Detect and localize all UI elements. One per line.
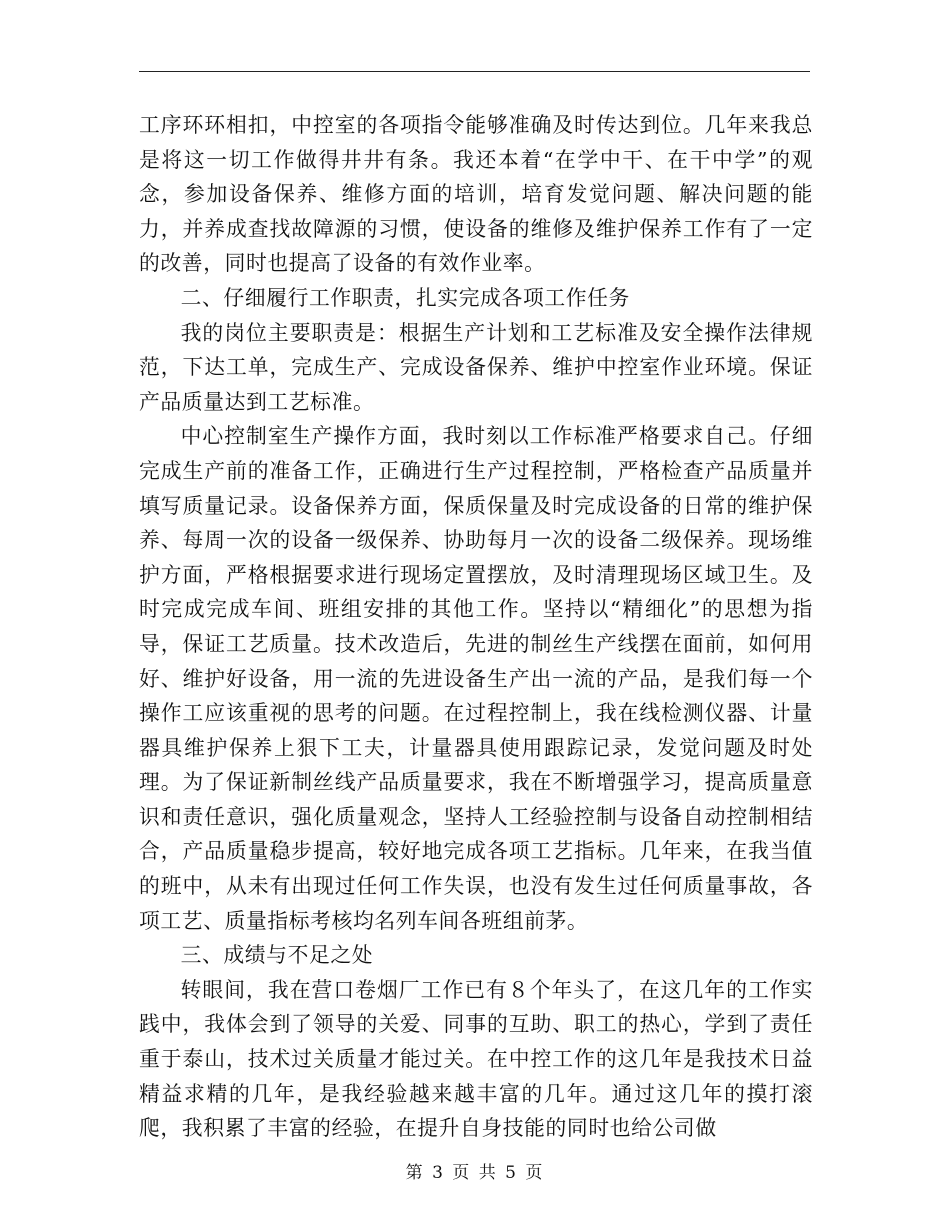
paragraph: 转眼间，我在营口卷烟厂工作已有８个年头了，在这几年的工作实践中，我体会到了领导的关爱、同事的互助、职工的热心，学到了责任重于泰山，技术过关质量才能过关。在中控工作的这几年是我技术日益精益求精的几年，是我经验越来越丰富的几年。通过这几年的摸打滚爬，我积累了丰富的经验，在提升自身技能的同时也给公司做 bbox=[139, 977, 813, 1141]
section-heading: 三、成绩与不足之处 bbox=[180, 943, 374, 968]
body-text bbox=[139, 108, 813, 1146]
paragraph-continuation: 工序环环相扣，中控室的各项指令能够准确及时传达到位。几年来我总是将这一切工作做得井井有条。我还本着“在学中干、在干中学”的观念，参加设备保养、维修方面的培训，培育发觉问题、解决问题的能力，并养成查找故障源的习惯，使设备的维修及维护保养工作有了一定的改善，同时也提高了设备的有效作业率。 bbox=[139, 113, 813, 276]
paragraph: 我的岗位主要职责是：根据生产计划和工艺标准及安全操作法律规范，下达工单，完成生产、完成设备保养、维护中控室作业环境。保证产品质量达到工艺标准。 bbox=[139, 320, 813, 414]
page-footer: 第 3 页 共 5 页 bbox=[405, 1163, 545, 1183]
paragraph: 中心控制室生产操作方面，我时刻以工作标准严格要求自己。仔细完成生产前的准备工作，正确进行生产过程控制，严格检查产品质量并填写质量记录。设备保养方面，保质保量及时完成设备的日常的维护保养、每周一次的设备一级保养、协助每月一次的设备二级保养。现场维护方面，严格根据要求进行现场定置摆放，及时清理现场区域卫生。及时完成完成车间、班组安排的其他工作。坚持以“精细化”的思想为指导，保证工艺质量。技术改造后，先进的制丝生产线摆在面前，如何用好、维护好设备，用一流的先进设备生产出一流的产品，是我们每一个操作工应该重视的思考的问题。在过程控制上，我在线检测仪器、计量器具维护保养上狠下工夫，计量器具使用跟踪记录，发觉问题及时处理。为了保证新制丝线产品质量要求，我在不断增强学习，提高质量意识和责任意识，强化质量观念，坚持人工经验控制与设备自动控制相结合，产品质量稳步提高，较好地完成各项工艺指标。几年来，在我当值的班中，从未有出现过任何工作失误，也没有发生过任何质量事故，各项工艺、质量指标考核均名列车间各班组前茅。 bbox=[139, 424, 813, 933]
section-heading: 二、仔细履行工作职责，扎实完成各项工作任务 bbox=[180, 285, 630, 310]
header-rule bbox=[139, 71, 810, 72]
